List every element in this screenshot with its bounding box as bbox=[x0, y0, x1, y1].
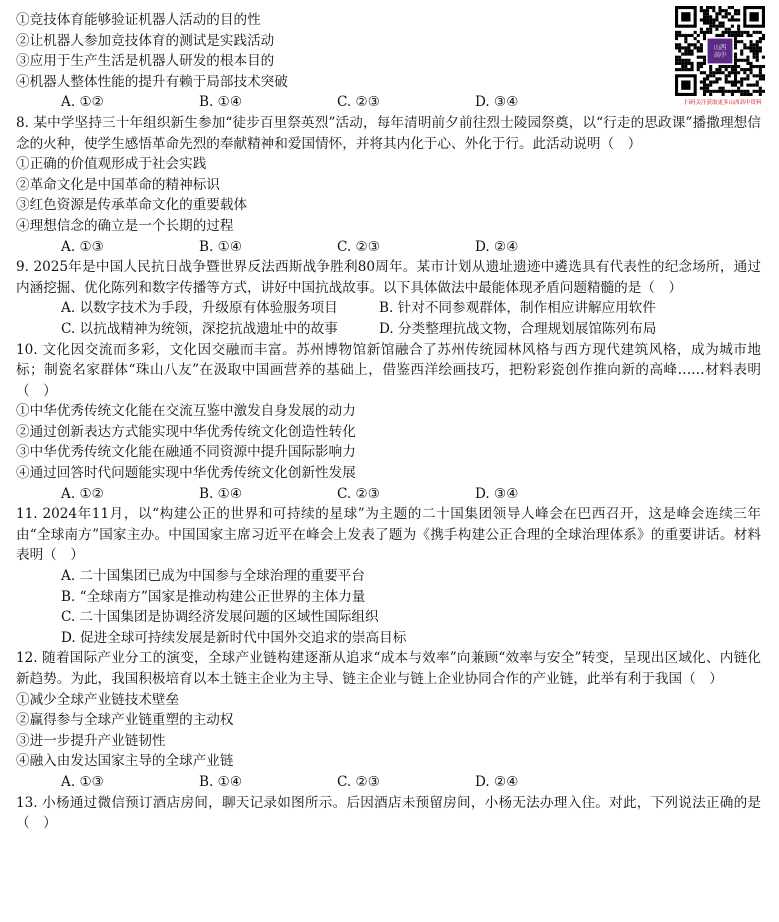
q10-option-c: C. ②③ bbox=[337, 485, 380, 502]
q9-option-d: D. 分类整理抗战文物，合理规划展馆陈列布局 bbox=[379, 320, 657, 337]
q13-stem: 13. 小杨通过微信预订酒店房间，聊天记录如图所示。后因酒店未预留房间，小杨无法办理入住。对此，下列说法正确的是（ ） bbox=[16, 794, 761, 832]
q12-statement-4: ④融入由发达国家主导的全球产业链 bbox=[16, 753, 234, 770]
q10-statement-4: ④通过回答时代问题能实现中华优秀传统文化创新性发展 bbox=[16, 465, 356, 482]
q7-statement-1: ①竞技体育能够验证机器人活动的目的性 bbox=[16, 12, 261, 28]
q10-statement-2: ②通过创新表达方式能实现中华优秀传统文化创造性转化 bbox=[16, 423, 356, 440]
q7-option-d: D. ③④ bbox=[475, 94, 519, 111]
q11-stem: 11. 2024年11月，以“构建公正的世界和可持续的星球”为主题的二十国集团领导人峰会在巴西召开，这是峰会连续三年由“全球南方”国家主办。中国国家主席习近平在峰会上发表了题为《携手构建公正合理的全球治理体系》的重要讲话。材料表明（ ） bbox=[16, 506, 761, 564]
qr-code-icon bbox=[675, 6, 765, 96]
q8-option-d: D. ②④ bbox=[475, 238, 519, 255]
q12-statement-2: ②赢得参与全球产业链重塑的主动权 bbox=[16, 712, 234, 729]
q12-option-b: B. ①④ bbox=[199, 773, 243, 790]
q10-option-b: B. ①④ bbox=[199, 485, 243, 502]
q10-stem: 10. 文化因交流而多彩，文化因交融而丰富。苏州博物馆新馆融合了苏州传统园林风格与西方现代建筑风格，成为城市地标；制瓷名家群体“珠山八友”在汲取中国画营养的基础上，借鉴西洋绘画技巧，把粉彩瓷创作推向新的高峰……材料表明（ ） bbox=[16, 341, 761, 399]
q11-option-b: B. “全球南方”国家是推动构建公正世界的主体力量 bbox=[61, 588, 366, 605]
exam-page bbox=[16, 10, 761, 834]
q8-stem: 8. 某中学坚持三十年组织新生参加“徒步百里祭英烈”活动，每年清明前夕前往烈士陵园祭奠，以“行走的思政课”播撒理想信念的火种，使学生感悟革命先烈的奉献精神和爱国情怀，并将其内化于心、外化于行。此活动说明（ ） bbox=[16, 114, 761, 152]
qr-code[interactable] bbox=[675, 6, 771, 106]
qr-finder-pattern bbox=[681, 12, 690, 21]
q12-options bbox=[16, 772, 761, 793]
q8-statement-3: ③红色资源是传承革命文化的重要载体 bbox=[16, 197, 248, 214]
q10-statement-1: ①中华优秀传统文化能在交流互鉴中激发自身发展的动力 bbox=[16, 403, 356, 420]
q11-option-c: C. 二十国集团是协调经济发展问题的区域性国际组织 bbox=[61, 609, 379, 626]
q8-statement-1: ①正确的价值观形成于社会实践 bbox=[16, 156, 207, 173]
qr-finder-pattern bbox=[749, 12, 758, 21]
q7-statement-2: ②让机器人参加竞技体育的测试是实践活动 bbox=[16, 32, 275, 49]
q11-option-d: D. 促进全球可持续发展是新时代中国外交追求的崇高目标 bbox=[61, 629, 407, 646]
q12-option-c: C. ②③ bbox=[337, 773, 380, 790]
q8-statement-4: ④理想信念的确立是一个长期的过程 bbox=[16, 217, 234, 234]
q9-options-row-1 bbox=[16, 298, 761, 319]
q12-option-a: A. ①③ bbox=[61, 773, 104, 790]
qr-center-text: 高中 bbox=[713, 51, 727, 59]
q12-stem: 12. 随着国际产业分工的演变，全球产业链构建逐渐从追求“成本与效率”向兼顾“效率与安全”转变，呈现出区域化、内链化新趋势。为此，我国积极培育以本土链主企业为主导、链主企业与链上企业协同合作的产业链，此举有利于我国（ ） bbox=[16, 650, 761, 687]
q9-options-row-2 bbox=[16, 319, 761, 340]
q7-statement-3: ③应用于生产生活是机器人研发的根本目的 bbox=[16, 53, 275, 70]
q7-option-b: B. ①④ bbox=[199, 94, 243, 111]
q9-stem: 9. 2025年是中国人民抗日战争暨世界反法西斯战争胜利80周年。某市计划从遗址遗迹中遴选具有代表性的纪念场所，通过内涵挖掘、优化陈列和数字传播等方式，讲好中国抗战故事。以下具体做法中最能体现矛盾问题精髓的是（ ） bbox=[16, 259, 761, 296]
q12-statement-3: ③进一步提升产业链韧性 bbox=[16, 732, 166, 749]
q8-option-b: B. ①④ bbox=[199, 238, 243, 255]
q7-option-a: A. ①② bbox=[61, 94, 104, 111]
q11-option-a: A. 二十国集团已成为中国参与全球治理的重要平台 bbox=[61, 568, 365, 585]
q8-option-c: C. ②③ bbox=[337, 238, 380, 255]
q9-option-a: A. 以数字技术为手段，升级原有体验服务项目 bbox=[61, 300, 338, 317]
qr-center-text: 山西 bbox=[713, 44, 727, 52]
q7-statement-4: ④机器人整体性能的提升有赖于局部技术突破 bbox=[16, 73, 288, 90]
q8-statement-2: ②革命文化是中国革命的精神标识 bbox=[16, 176, 220, 193]
q12-statement-1: ①减少全球产业链技术壁垒 bbox=[16, 691, 180, 708]
q7-option-c: C. ②③ bbox=[337, 94, 380, 111]
q10-option-a: A. ①② bbox=[61, 485, 104, 502]
q8-option-a: A. ①③ bbox=[61, 238, 104, 255]
qr-finder-pattern bbox=[681, 80, 690, 89]
q9-option-c: C. 以抗战精神为统领，深挖抗战遗址中的故事 bbox=[61, 320, 338, 337]
qr-caption: 扫码关注获取更多山西高中资料 bbox=[684, 100, 762, 106]
q10-statement-3: ③中华优秀传统文化能在融通不同资源中提升国际影响力 bbox=[16, 444, 356, 461]
q8-options bbox=[16, 237, 761, 258]
q10-options bbox=[16, 484, 761, 505]
q12-option-d: D. ②④ bbox=[475, 773, 519, 790]
q9-option-b: B. 针对不同参观群体，制作相应讲解应用软件 bbox=[379, 300, 656, 317]
q10-option-d: D. ③④ bbox=[475, 485, 519, 502]
q7-options bbox=[16, 92, 761, 113]
